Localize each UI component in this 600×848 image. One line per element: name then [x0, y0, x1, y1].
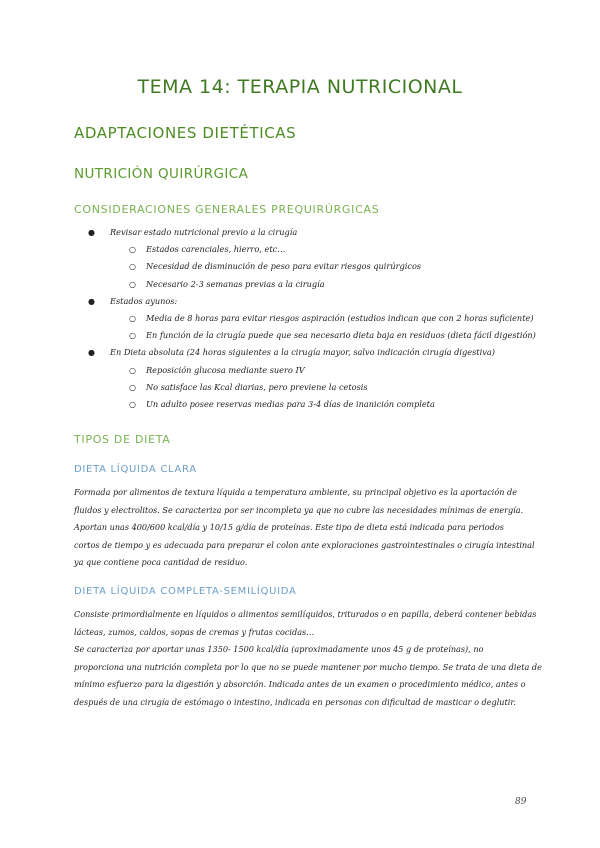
- hollow-bullet-icon: ○: [129, 313, 136, 323]
- hollow-bullet-icon: ○: [129, 262, 136, 272]
- sub-list-item: [74, 396, 544, 413]
- list-item: [74, 293, 544, 310]
- paragraph-line: Aportan unas 400/600 kcal/día y 10/15 g/día de proteínas. Este tipo de dieta está indicada para periodos: [74, 522, 504, 533]
- sub-list-item-text: Un adulto posee reservas medias para 3-4 días de inanición completa: [146, 398, 435, 409]
- sub-list-item-text: En función de la cirugía puede que sea necesario dieta baja en residuos (dieta fácil digestión): [146, 330, 536, 341]
- sub-list-item-text: Necesidad de disminución de peso para evitar riesgos quirúrgicos: [146, 261, 422, 272]
- sub-list-item-text: Necesario 2-3 semanas previas a la cirugía: [146, 278, 325, 289]
- sub-list-item: [74, 379, 544, 396]
- sub-list-item-text: Reposición glucosa mediante suero IV: [146, 364, 305, 375]
- sub-list-item-text: No satisface las Kcal diarias, pero previene la cetosis: [146, 381, 368, 392]
- paragraph-line: lácteas, zumos, caldos, sopas de cremas y frutas cocidas…: [74, 626, 315, 637]
- bullet-icon: ●: [88, 296, 95, 306]
- hollow-bullet-icon: ○: [129, 245, 136, 255]
- paragraph-line: mínimo esfuerzo para la digestión y absorción. Indicada antes de un examen o procedimiento médico, antes o: [74, 679, 526, 690]
- list-item-text: Revisar estado nutricional previo a la cirugía: [110, 227, 298, 237]
- paragraph-dieta-liquida-clara: [74, 484, 535, 572]
- hollow-bullet-icon: ○: [129, 279, 136, 289]
- heading-tipos-de-dieta: TIPOS DE DIETA: [74, 433, 171, 446]
- heading-dieta-liquida-completa: DIETA LÍQUIDA COMPLETA-SEMILÍQUIDA: [74, 586, 297, 597]
- paragraph-line: después de una cirugía de estómago o intestino, indicada en personas con dificultad de masticar o deglutir.: [74, 696, 516, 707]
- heading-nutricion-quirurgica: NUTRICIÓN QUIRÚRGICA: [74, 166, 249, 182]
- heading-dieta-liquida-clara: DIETA LÍQUIDA CLARA: [74, 464, 197, 475]
- paragraph-line: proporciona una nutrición completa por lo que no se puede mantener por mucho tiempo. Se trata de una dieta de: [74, 661, 542, 672]
- list-item: [74, 224, 544, 241]
- hollow-bullet-icon: ○: [129, 382, 136, 392]
- paragraph-dieta-liquida-completa: [74, 606, 542, 712]
- heading-consideraciones: CONSIDERACIONES GENERALES PREQUIRÚRGICAS: [74, 203, 380, 216]
- sub-list-item: [74, 362, 544, 379]
- paragraph-line: fluidos y electrolitos. Se caracteriza por ser incompleta ya que no cubre las necesidades mínimas de energía.: [74, 504, 524, 515]
- sub-list-item: [74, 310, 544, 327]
- sub-list-item: [74, 276, 544, 293]
- list-item-text: Estados ayunos:: [110, 295, 178, 306]
- paragraph-line: ya que contiene poca cantidad de residuo.: [74, 557, 248, 568]
- bullet-icon: ●: [88, 348, 95, 358]
- paragraph-line: cortos de tiempo y es adecuada para preparar el colon ante exploraciones gastrointestinales o cirugía intestinal: [74, 539, 535, 550]
- sub-list-item: [74, 241, 544, 258]
- page-title: TEMA 14: TERAPIA NUTRICIONAL: [137, 76, 463, 98]
- paragraph-line: Se caracteriza por aportar unas 1350- 1500 kcal/día (aproximadamente unos 45 g de proteínas), no: [74, 644, 484, 655]
- heading-adaptaciones: ADAPTACIONES DIETÉTICAS: [74, 124, 297, 142]
- sub-list-item-text: Estados carenciales, hierro, etc…: [146, 244, 286, 255]
- sub-list-item-text: Media de 8 horas para evitar riesgos aspiración (estudios indican que con 2 horas suficiente): [146, 312, 534, 323]
- paragraph-line: Formada por alimentos de textura líquida a temperatura ambiente, su principal objetivo es la aportación de: [74, 487, 517, 497]
- considerations-list: [74, 224, 544, 413]
- hollow-bullet-icon: ○: [129, 331, 136, 341]
- list-item: [74, 344, 544, 361]
- hollow-bullet-icon: ○: [129, 399, 136, 409]
- list-item-text: En Dieta absoluta (24 horas siguientes a la cirugía mayor, salvo indicación cirugía digestiva): [110, 347, 495, 358]
- bullet-icon: ●: [88, 228, 95, 237]
- page-number: 89: [515, 797, 527, 807]
- paragraph-line: Consiste primordialmente en líquidos o alimentos semilíquidos, triturados o en papilla, deberá contener bebidas: [74, 609, 537, 619]
- hollow-bullet-icon: ○: [129, 365, 136, 375]
- sub-list-item: [74, 258, 544, 275]
- sub-list-item: [74, 327, 544, 344]
